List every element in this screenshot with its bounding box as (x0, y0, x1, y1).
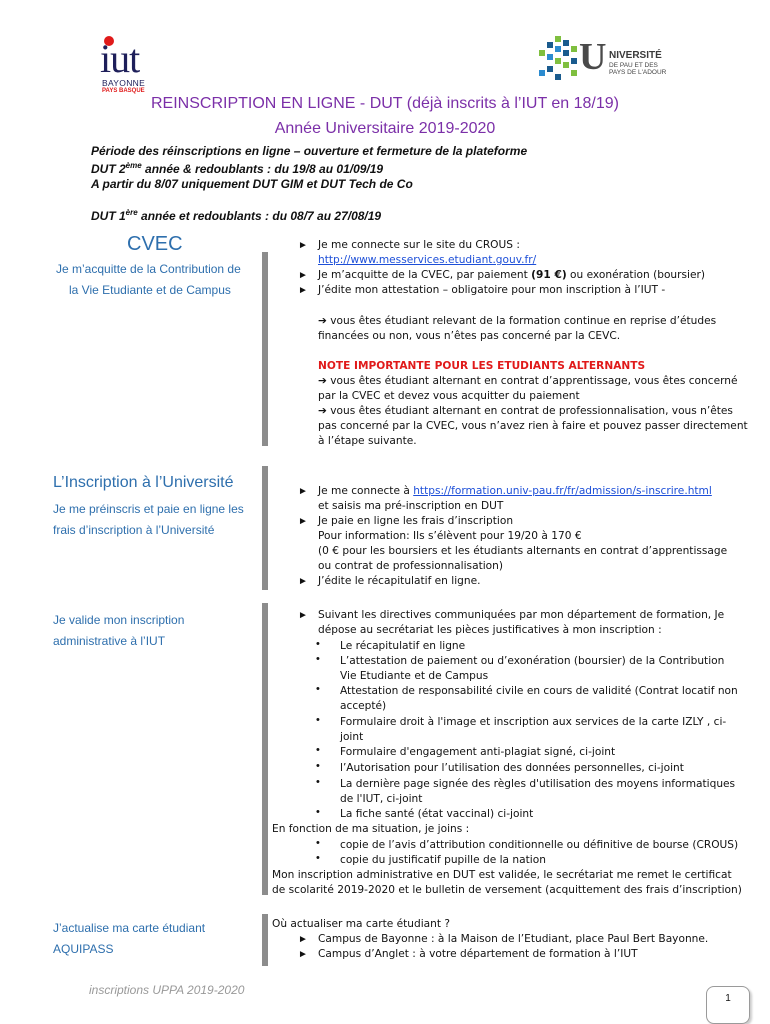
iut-logo (98, 28, 156, 94)
inscription-subtitle-1: Je me préinscris et paie en ligne les (53, 502, 244, 516)
doc-item: L’attestation de paiement ou d’exonération (boursier) de la Contribution (340, 655, 725, 667)
section-divider (262, 466, 268, 590)
iut-logo-mark: iut (100, 36, 140, 81)
university-logo-line2: DE PAU ET DES (609, 62, 658, 69)
valide-final-2: de scolarité 2019-2020 et le bulletin de versement (acquittement des frais d’inscription) (272, 884, 742, 896)
inscription-step-1-pre: Je me connecte à (318, 485, 414, 497)
valide-final-1: Mon inscription administrative en DUT est validée, le secrétariat me remet le certificat (272, 869, 732, 881)
cvec-important-title: NOTE IMPORTANTE POUR LES ETUDIANTS ALTERNANTS (318, 360, 646, 372)
university-logo-line3: PAYS DE L'ADOUR (609, 69, 667, 76)
period-dut2-pre: DUT 2 (91, 162, 126, 176)
page-number: 1 (725, 993, 731, 1004)
cvec-alternant-2-l1: ➔ vous êtes étudiant alternant en contrat de professionnalisation, vous n’êtes (318, 405, 733, 417)
cvec-step-1: Je me connecte sur le site du CROUS : (318, 239, 520, 251)
doc-item: Formulaire droit à l'image et inscription aux services de la carte IZLY , ci- (340, 716, 727, 728)
section-divider (262, 252, 268, 446)
valide-situation: En fonction de ma situation, je joins : (272, 823, 470, 835)
bullet-arrow-icon: ► (298, 949, 308, 960)
period-dut1-post: année et redoublants : du 08/7 au 27/08/19 (137, 209, 382, 223)
inscription-step-1 (318, 484, 712, 499)
valide-subtitle-1: Je valide mon inscription (53, 613, 185, 627)
bullet-dot-icon: • (316, 683, 320, 695)
doc-item: La dernière page signée des règles d'utilisation des moyens informatiques (340, 778, 736, 790)
cvec-step-2-pre: Je m’acquitte de la CVEC, par paiement (318, 269, 532, 281)
carte-bayonne: Campus de Bayonne : à la Maison de l’Etudiant, place Paul Bert Bayonne. (318, 933, 709, 945)
carte-subtitle-2: AQUIPASS (53, 942, 114, 956)
crous-link[interactable]: http://www.messervices.etudiant.gouv.fr/ (318, 254, 537, 266)
period-dut1-sup: ère (125, 208, 138, 217)
inscription-step-2: Je paie en ligne les frais d’inscription (318, 515, 514, 527)
period-dut1-pre: DUT 1 (91, 209, 126, 223)
doc-item: Le récapitulatif en ligne (340, 640, 466, 652)
bullet-dot-icon: • (316, 852, 320, 864)
bullet-dot-icon: • (316, 776, 320, 788)
bullet-dot-icon: • (316, 837, 320, 849)
university-logo-line1: NIVERSITÉ (609, 50, 662, 61)
carte-subtitle-1: J’actualise ma carte étudiant (53, 921, 206, 935)
inscription-fees-exempt-2: ou contrat de professionnalisation) (318, 560, 503, 572)
period-heading: Période des réinscriptions en ligne – ouverture et fermeture de la plateforme (91, 144, 528, 158)
situation-item: copie de l’avis d’attribution conditionnelle ou définitive de bourse (CROUS) (340, 839, 739, 851)
bullet-dot-icon: • (316, 638, 320, 650)
inscription-step-3: J’édite le récapitulatif en ligne. (318, 575, 481, 587)
section-divider (262, 603, 268, 895)
period-gim: A partir du 8/07 uniquement DUT GIM et DUT Tech de Co (91, 177, 413, 191)
bullet-arrow-icon: ► (298, 240, 308, 251)
doc-item-cont: accepté) (340, 700, 387, 712)
valide-intro-1: Suivant les directives communiquées par mon département de formation, Je (318, 609, 725, 621)
inscription-subtitle-2: frais d’inscription à l’Université (53, 523, 215, 537)
valide-subtitle-2: administrative à l’IUT (53, 634, 166, 648)
footer-text: inscriptions UPPA 2019-2020 (89, 983, 245, 997)
cvec-alternant-2-l2: pas concerné par la CVEC, vous n’avez rien à faire et pouvez passer directement (318, 420, 748, 432)
doc-item: La fiche santé (état vaccinal) ci-joint (340, 808, 534, 820)
section-divider (262, 914, 268, 966)
carte-anglet: Campus d’Anglet : à votre département de formation à l’IUT (318, 948, 638, 960)
cvec-subtitle-1: Je m’acquitte de la Contribution de (56, 262, 241, 276)
cvec-note-continue-1: ➔ vous êtes étudiant relevant de la formation continue en reprise d’études (318, 315, 717, 327)
page-title: REINSCRIPTION EN LIGNE - DUT (déjà inscrits à l’IUT en 18/19) (151, 95, 619, 112)
cvec-amount: (91 €) (531, 269, 567, 281)
bullet-dot-icon: • (316, 744, 320, 756)
cvec-heading: CVEC (127, 233, 183, 255)
inscription-heading: L’Inscription à l’Université (53, 474, 234, 491)
bullet-arrow-icon: ► (298, 486, 308, 497)
univ-pau-link[interactable]: https://formation.univ-pau.fr/fr/admission/s-inscrire.html (413, 485, 712, 497)
doc-item: l’Autorisation pour l’utilisation des données personnelles, ci-joint (340, 762, 684, 774)
inscription-fees-exempt-1: (0 € pour les boursiers et les étudiants alternants en contrat d’apprentissage (318, 545, 728, 557)
cvec-alternant-1-l2: par la CVEC et devez vous acquitter du paiement (318, 390, 580, 402)
cvec-note-continue-2: financées ou non, vous n’êtes pas concerné par la CEVC. (318, 330, 621, 342)
cvec-step-2-post: ou exonération (boursier) (566, 269, 705, 281)
doc-item: Attestation de responsabilité civile en cours de validité (Contrat locatif non (340, 685, 738, 697)
page-subtitle: Année Universitaire 2019-2020 (274, 120, 496, 137)
period-dut2-sup: ème (125, 161, 142, 170)
bullet-arrow-icon: ► (298, 285, 308, 296)
cvec-subtitle-2: la Vie Etudiante et de Campus (69, 283, 231, 297)
university-logo-u: U (579, 36, 607, 78)
period-dut2 (91, 161, 383, 176)
bullet-arrow-icon: ► (298, 934, 308, 945)
bullet-arrow-icon: ► (298, 516, 308, 527)
bullet-dot-icon: • (316, 806, 320, 818)
bullet-arrow-icon: ► (298, 610, 308, 621)
period-dut1 (91, 208, 381, 223)
inscription-step-1-l2: et saisis ma pré-inscription en DUT (318, 500, 504, 512)
doc-item-cont: Vie Etudiante et de Campus (340, 670, 489, 682)
cvec-step-3: J’édite mon attestation – obligatoire pour mon inscription à l’IUT - (318, 284, 666, 296)
page-number-box (706, 986, 750, 1024)
university-logo-pixels (537, 36, 585, 82)
bullet-arrow-icon: ► (298, 270, 308, 281)
doc-item-cont: de l'IUT, ci-joint (340, 793, 423, 805)
bullet-dot-icon: • (316, 760, 320, 772)
bullet-dot-icon: • (316, 653, 320, 665)
doc-item: Formulaire d'engagement anti-plagiat signé, ci-joint (340, 746, 616, 758)
iut-logo-line2: PAYS BASQUE (102, 88, 145, 94)
iut-logo-line1: BAYONNE (102, 78, 146, 88)
doc-item-cont: joint (340, 731, 364, 743)
bullet-arrow-icon: ► (298, 576, 308, 587)
situation-item: copie du justificatif pupille de la nation (340, 854, 546, 866)
cvec-alternant-1-l1: ➔ vous êtes étudiant alternant en contrat d’apprentissage, vous êtes concerné (318, 375, 738, 387)
carte-question: Où actualiser ma carte étudiant ? (272, 918, 451, 930)
cvec-alternant-2-l3: à l’étape suivante. (318, 435, 417, 447)
period-dut2-post: année & redoublants : du 19/8 au 01/09/19 (141, 162, 384, 176)
cvec-step-2 (318, 268, 705, 283)
university-logo (537, 36, 677, 84)
valide-intro-2: dépose au secrétariat les pièces justificatives à mon inscription : (318, 624, 662, 636)
inscription-fees: Pour information: Ils s’élèvent pour 19/20 à 170 € (318, 530, 582, 542)
bullet-dot-icon: • (316, 714, 320, 726)
